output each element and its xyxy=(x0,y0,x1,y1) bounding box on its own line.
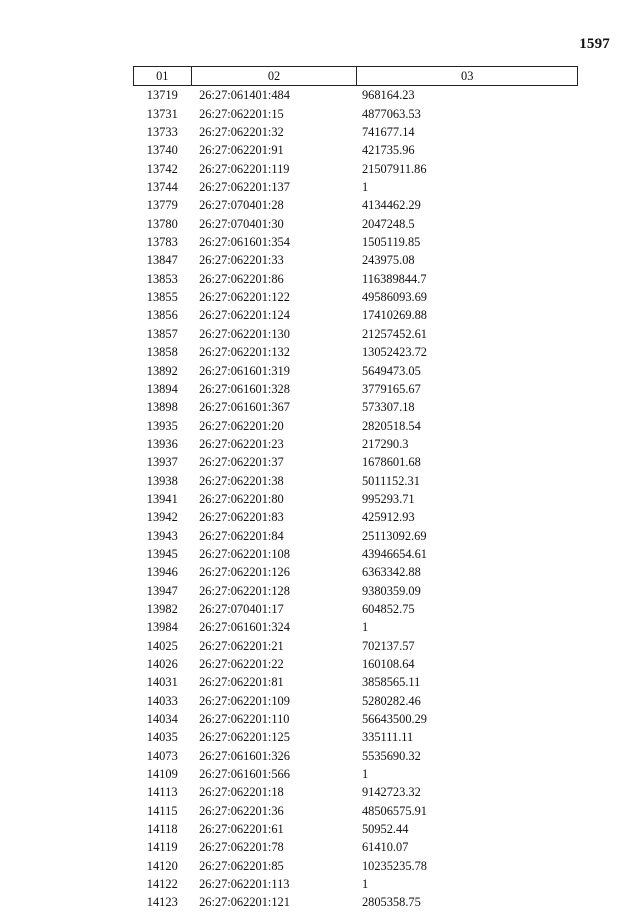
cadastral-number-cell: 26:27:062201:108 xyxy=(199,546,290,561)
table-row xyxy=(134,325,578,343)
value-cell: 43946654.61 xyxy=(361,546,428,561)
table-row xyxy=(134,215,578,233)
value-cell: 56643500.29 xyxy=(361,712,428,727)
row-id-cell: 14109 xyxy=(146,767,178,782)
row-id-cell: 13894 xyxy=(146,381,178,396)
cadastral-number-cell: 26:27:062201:130 xyxy=(199,326,290,341)
table-row xyxy=(134,765,578,783)
value-cell: 425912.93 xyxy=(361,510,415,525)
cadastral-number-cell: 26:27:062201:126 xyxy=(199,565,290,580)
value-cell: 49586093.69 xyxy=(361,290,428,305)
row-id-cell: 14025 xyxy=(146,638,178,653)
row-id-cell: 13937 xyxy=(146,455,178,470)
value-cell: 17410269.88 xyxy=(361,308,428,323)
row-id-cell: 13982 xyxy=(146,601,178,616)
row-id-cell: 13857 xyxy=(146,326,178,341)
value-cell: 160108.64 xyxy=(361,657,415,671)
value-cell: 21257452.61 xyxy=(361,326,428,341)
row-id-cell: 13733 xyxy=(146,125,178,140)
cadastral-number-cell: 26:27:062201:119 xyxy=(199,161,290,176)
column-header-01: 01 xyxy=(134,67,192,86)
table-row xyxy=(134,637,578,655)
value-cell: 604852.75 xyxy=(361,601,415,616)
row-id-cell: 13947 xyxy=(146,583,178,598)
column-header-02: 02 xyxy=(191,67,357,86)
table-row xyxy=(134,288,578,306)
table-row xyxy=(134,838,578,856)
table-row xyxy=(134,508,578,526)
cadastral-number-cell: 26:27:062201:20 xyxy=(199,418,284,433)
table-row xyxy=(134,270,578,288)
value-cell: 5011152.31 xyxy=(361,473,420,488)
table-row xyxy=(134,196,578,214)
row-id-cell: 13938 xyxy=(146,473,178,488)
cadastral-number-cell: 26:27:061601:354 xyxy=(199,235,290,250)
value-cell: 243975.08 xyxy=(361,253,415,268)
table-body xyxy=(134,86,578,912)
row-id-cell: 13945 xyxy=(146,546,178,561)
row-id-cell: 13744 xyxy=(146,180,178,195)
value-cell: 1 xyxy=(361,620,369,635)
table-row xyxy=(134,747,578,765)
row-id-cell: 14026 xyxy=(146,657,178,671)
table-row xyxy=(134,875,578,893)
row-id-cell: 13943 xyxy=(146,528,178,543)
row-id-cell: 14113 xyxy=(147,785,178,800)
value-cell: 573307.18 xyxy=(361,400,415,415)
row-id-cell: 14123 xyxy=(146,895,178,910)
cadastral-number-cell: 26:27:062201:84 xyxy=(199,528,284,543)
row-id-cell: 13779 xyxy=(146,198,178,213)
table-row xyxy=(134,233,578,251)
row-id-cell: 13942 xyxy=(146,510,178,525)
table-row xyxy=(134,655,578,673)
value-cell: 13052423.72 xyxy=(361,345,428,360)
table-row xyxy=(134,582,578,600)
value-cell: 421735.96 xyxy=(361,143,415,158)
table-row xyxy=(134,710,578,728)
cadastral-number-cell: 26:27:062201:15 xyxy=(199,106,284,121)
value-cell: 48506575.91 xyxy=(361,803,428,818)
cadastral-number-cell: 26:27:062201:33 xyxy=(199,253,284,268)
row-id-cell: 13731 xyxy=(146,106,178,121)
value-cell: 2820518.54 xyxy=(361,418,421,433)
table-row xyxy=(134,728,578,746)
table-row xyxy=(134,251,578,269)
cadastral-number-cell: 26:27:061601:326 xyxy=(199,748,290,763)
cadastral-number-cell: 26:27:062201:86 xyxy=(199,271,284,286)
cadastral-number-cell: 26:27:070401:30 xyxy=(199,216,284,231)
table-row xyxy=(134,545,578,563)
cadastral-number-cell: 26:27:061601:367 xyxy=(199,400,290,415)
row-id-cell: 14031 xyxy=(146,675,178,690)
cadastral-number-cell: 26:27:062201:81 xyxy=(199,675,284,690)
row-id-cell: 13898 xyxy=(146,400,178,415)
table-row xyxy=(134,820,578,838)
cadastral-number-cell: 26:27:062201:85 xyxy=(199,858,284,873)
row-id-cell: 13853 xyxy=(146,271,178,286)
row-id-cell: 14122 xyxy=(146,877,178,892)
cadastral-number-cell: 26:27:062201:91 xyxy=(199,143,284,158)
value-cell: 702137.57 xyxy=(361,638,415,653)
row-id-cell: 13847 xyxy=(146,253,178,268)
value-cell: 1 xyxy=(361,180,369,195)
table-row xyxy=(134,453,578,471)
cadastral-number-cell: 26:27:062201:137 xyxy=(199,180,290,195)
row-id-cell: 13742 xyxy=(146,161,178,176)
row-id-cell: 14119 xyxy=(147,840,178,855)
value-cell: 3779165.67 xyxy=(361,381,421,396)
value-cell: 9380359.09 xyxy=(361,583,421,598)
value-cell: 1 xyxy=(361,767,369,782)
cadastral-number-cell: 26:27:062201:22 xyxy=(199,657,284,671)
row-id-cell: 13946 xyxy=(146,565,178,580)
cadastral-number-cell: 26:27:061401:484 xyxy=(199,88,290,103)
cadastral-number-cell: 26:27:062201:125 xyxy=(199,730,290,745)
cadastral-number-cell: 26:27:062201:83 xyxy=(199,510,284,525)
value-cell: 25113092.69 xyxy=(361,528,427,543)
table-row xyxy=(134,783,578,801)
row-id-cell: 14120 xyxy=(146,858,178,873)
column-header-03: 03 xyxy=(357,67,578,86)
cadastral-number-cell: 26:27:061601:324 xyxy=(199,620,290,635)
value-cell: 5649473.05 xyxy=(361,363,421,378)
row-id-cell: 14034 xyxy=(146,712,178,727)
cadastral-number-cell: 26:27:062201:38 xyxy=(199,473,284,488)
table-row xyxy=(134,105,578,123)
cadastral-number-cell: 26:27:062201:32 xyxy=(199,125,284,140)
table-header xyxy=(134,67,578,86)
value-cell: 2047248.5 xyxy=(361,216,415,231)
row-id-cell: 13780 xyxy=(146,216,178,231)
table-row xyxy=(134,343,578,361)
value-cell: 3858565.11 xyxy=(361,675,421,690)
table-row xyxy=(134,160,578,178)
row-id-cell: 13892 xyxy=(146,363,178,378)
value-cell: 21507911.86 xyxy=(361,161,427,176)
cadastral-number-cell: 26:27:070401:17 xyxy=(199,601,284,616)
value-cell: 1 xyxy=(361,877,369,892)
cadastral-number-cell: 26:27:062201:21 xyxy=(199,638,284,653)
table-row xyxy=(134,417,578,435)
row-id-cell: 14115 xyxy=(147,803,178,818)
cadastral-number-cell: 26:27:062201:121 xyxy=(199,895,290,910)
value-cell: 2805358.75 xyxy=(361,895,421,910)
cadastral-number-cell: 26:27:062201:109 xyxy=(199,693,290,708)
row-id-cell: 13856 xyxy=(146,308,178,323)
cadastral-number-cell: 26:27:062201:23 xyxy=(199,436,284,451)
table-row xyxy=(134,692,578,710)
row-id-cell: 13984 xyxy=(146,620,178,635)
cadastral-number-cell: 26:27:062201:80 xyxy=(199,491,284,506)
table-row xyxy=(134,141,578,159)
cadastral-number-cell: 26:27:061601:566 xyxy=(199,767,290,782)
row-id-cell: 14118 xyxy=(147,822,178,837)
table-row xyxy=(134,618,578,636)
cadastral-number-cell: 26:27:061601:319 xyxy=(199,363,290,378)
page-number: 1597 xyxy=(579,36,610,52)
value-cell: 5280282.46 xyxy=(361,693,421,708)
value-cell: 741677.14 xyxy=(361,125,415,140)
row-id-cell: 13936 xyxy=(146,436,178,451)
table-row xyxy=(134,123,578,141)
cadastral-number-cell: 26:27:062201:124 xyxy=(199,308,290,323)
value-cell: 61410.07 xyxy=(361,840,409,855)
value-cell: 5535690.32 xyxy=(361,748,421,763)
table-row xyxy=(134,380,578,398)
table-row xyxy=(134,398,578,416)
cadastral-number-cell: 26:27:062201:132 xyxy=(199,345,290,360)
cadastral-number-cell: 26:27:062201:61 xyxy=(199,822,284,837)
table-row xyxy=(134,673,578,691)
table-row xyxy=(134,306,578,324)
table-row xyxy=(134,802,578,820)
cadastral-number-cell: 26:27:062201:113 xyxy=(199,877,290,892)
row-id-cell: 13858 xyxy=(146,345,178,360)
table-row xyxy=(134,490,578,508)
value-cell: 968164.23 xyxy=(361,88,415,103)
table-row xyxy=(134,86,578,105)
table-row xyxy=(134,527,578,545)
row-id-cell: 13941 xyxy=(146,491,178,506)
value-cell: 116389844.7 xyxy=(361,271,427,286)
table-row xyxy=(134,435,578,453)
row-id-cell: 14035 xyxy=(146,730,178,745)
data-table xyxy=(133,66,578,912)
value-cell: 1678601.68 xyxy=(361,455,421,470)
value-cell: 4877063.53 xyxy=(361,106,421,121)
cadastral-number-cell: 26:27:062201:110 xyxy=(199,712,290,727)
cadastral-number-cell: 26:27:062201:128 xyxy=(199,583,290,598)
cadastral-number-cell: 26:27:062201:18 xyxy=(199,785,284,800)
row-id-cell: 13855 xyxy=(146,290,178,305)
value-cell: 4134462.29 xyxy=(361,198,421,213)
table-row xyxy=(134,178,578,196)
cadastral-number-cell: 26:27:061601:328 xyxy=(199,381,290,396)
row-id-cell: 14033 xyxy=(146,693,178,708)
cadastral-number-cell: 26:27:062201:122 xyxy=(199,290,290,305)
value-cell: 50952.44 xyxy=(361,822,409,837)
table-row xyxy=(134,857,578,875)
cadastral-number-cell: 26:27:070401:28 xyxy=(199,198,284,213)
table-row xyxy=(134,472,578,490)
cadastral-number-cell: 26:27:062201:78 xyxy=(199,840,284,855)
table-row xyxy=(134,563,578,581)
cadastral-number-cell: 26:27:062201:36 xyxy=(199,803,284,818)
value-cell: 217290.3 xyxy=(361,436,409,451)
value-cell: 1505119.85 xyxy=(361,235,421,250)
value-cell: 995293.71 xyxy=(361,491,415,506)
cadastral-number-cell: 26:27:062201:37 xyxy=(199,455,284,470)
value-cell: 10235235.78 xyxy=(361,858,428,873)
header-row xyxy=(134,67,578,86)
row-id-cell: 13783 xyxy=(146,235,178,250)
row-id-cell: 14073 xyxy=(146,748,178,763)
row-id-cell: 13935 xyxy=(146,418,178,433)
table-row xyxy=(134,600,578,618)
table-row xyxy=(134,893,578,911)
value-cell: 9142723.32 xyxy=(361,785,421,800)
row-id-cell: 13740 xyxy=(146,143,178,158)
table-row xyxy=(134,362,578,380)
value-cell: 335111.11 xyxy=(361,730,414,745)
value-cell: 6363342.88 xyxy=(361,565,421,580)
row-id-cell: 13719 xyxy=(146,88,178,103)
